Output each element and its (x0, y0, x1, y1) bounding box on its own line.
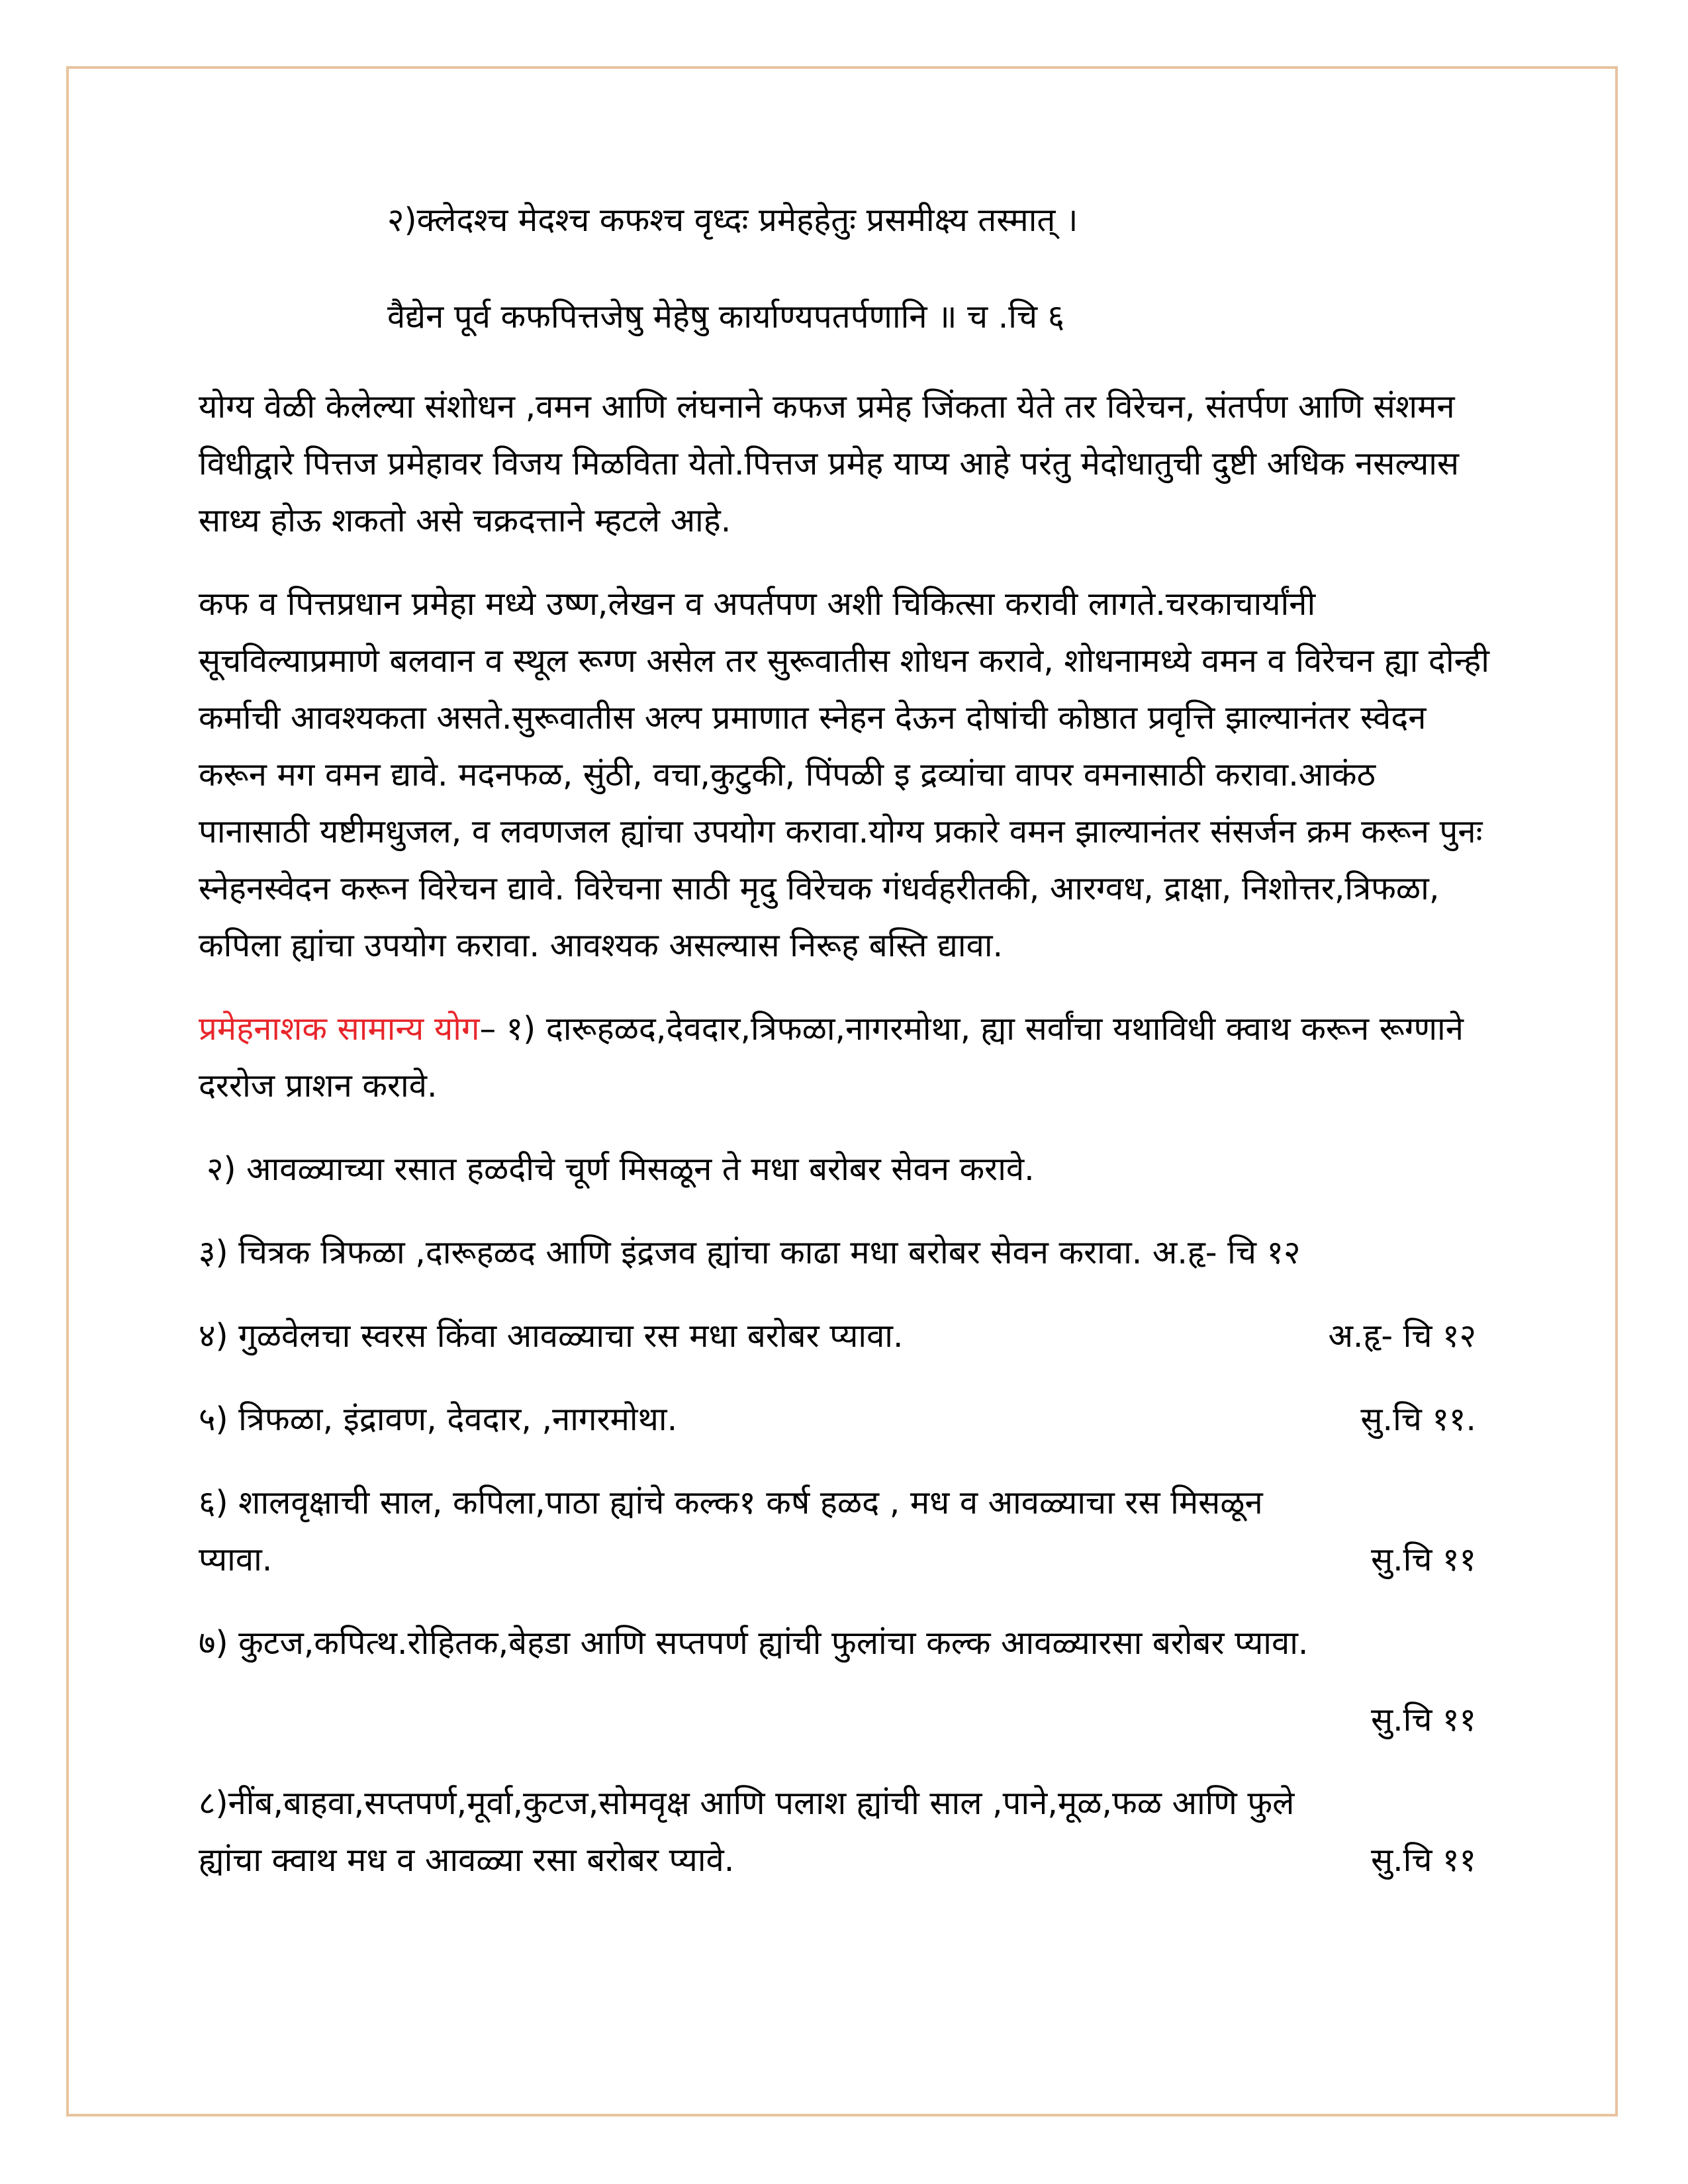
paragraph-1: योग्य वेळी केलेल्या संशोधन ,वमन आणि लंघनाने कफज प्रमेह जिंकता येते तर विरेचन, संतर्पण आणि संशमन विधीद्वारे पित्तज प्रमेहावर विजय मिळविता येतो.पित्तज प्रमेह याप्य आहे परंतु मेदोधातुची दुष्टी अधिक नसल्यास साध्य होऊ शकतो असे चक्रदत्ताने म्हटले आहे. (199, 388, 1460, 539)
yoga-heading: प्रमेहनाशक सामान्य योग (199, 1010, 480, 1048)
yoga-item-5-ref: सु.चि ११. (1360, 1400, 1476, 1438)
yoga-item-6-ref: सु.चि ११ (1370, 1541, 1476, 1578)
yoga-item-8-line-2: ह्यांचा क्वाथ मध व आवळ्या रसा बरोबर प्यावे. (199, 1841, 735, 1879)
yoga-item-8 (199, 1775, 1489, 1889)
yoga-heading-dash: – (479, 1010, 506, 1048)
yoga-item-2: २) आवळ्याच्या रसात हळदीचे चूर्ण मिसळून ते मधा बरोबर सेवन करावे. (207, 1150, 1035, 1188)
yoga-item-6 (199, 1475, 1489, 1588)
verse-line-1: २)क्लेदश्च मेदश्च कफश्च वृध्दः प्रमेहहेतुः प्रसमीक्ष्य तस्मात् । (387, 201, 1078, 239)
yoga-item-7-text: ७) कुटज,कपित्थ.रोहितक,बेहडा आणि सप्तपर्ण ह्यांची फुलांचा कल्क आवळ्यारसा बरोबर प्यावा. (199, 1624, 1309, 1662)
paragraph-2: कफ व पित्तप्रधान प्रमेहा मध्ये उष्ण,लेखन व अपर्तपण अशी चिकित्सा करावी लागते.चरकाचार्यांनी सूचविल्याप्रमाणे बलवान व स्थूल रूग्ण असेल तर सुरूवातीस शोधन करावे, शोधनामध्ये वमन व विरेचन ह्या दोन्ही कर्माची आवश्यकता असते.सुरूवातीस अल्प प्रमाणात स्नेहन देऊन दोषांची कोष्ठात प्रवृत्ति झाल्यानंतर स्वेदन करून मग वमन द्यावे. मदनफळ, सुंठी, वचा,कुटुकी, पिंपळी इ द्रव्यांचा वापर वमनासाठी करावा.आकंठ पानासाठी यष्टीमधुजल, व लवणजल ह्यांचा उपयोग करावा.योग्य प्रकारे वमन झाल्यानंतर संसर्जन क्रम करून पुनः स्नेहनस्वेदन करून विरेचन द्यावे. विरेचना साठी मृदु विरेचक गंधर्वहरीतकी, आरग्वध, द्राक्षा, निशोत्तर,त्रिफळा, कपिला ह्यांचा उपयोग करावा. आवश्यक असल्यास निरूह बस्ति द्यावा. (199, 585, 1490, 964)
yoga-item-3: ३) चित्रक त्रिफळा ,दारूहळद आणि इंद्रजव ह्यांचा काढा मधा बरोबर सेवन करावा. अ.हृ- चि १२ (199, 1234, 1301, 1271)
document-body (199, 192, 1489, 1889)
yoga-item-7-ref: सु.चि ११ (1370, 1701, 1476, 1739)
yoga-item-8-line-1: ८)नींब,बाहवा,सप्तपर्ण,मूर्वा,कुटज,सोमवृक्ष आणि पलाश ह्यांची साल ,पाने,मूळ,फळ आणि फुले (199, 1784, 1295, 1822)
yoga-item-8-ref: सु.चि ११ (1370, 1841, 1476, 1879)
yoga-item-1-text: १) दारूहळद,देवदार,त्रिफळा,नागरमोथा, ह्या सर्वांचा यथाविधी क्वाथ करून रूग्णाने दररोज प्राशन करावे. (199, 1010, 1464, 1105)
verse-line-2: वैद्येन पूर्व कफपित्तजेषु मेहेषु कार्याण्यपतर्पणानि ॥ च .चि ६ (387, 298, 1065, 336)
yoga-item-5-text: ५) त्रिफळा, इंद्रावण, देवदार, ,नागरमोथा. (199, 1400, 678, 1438)
yoga-item-5 (199, 1391, 1489, 1448)
yoga-item-4-text: ४) गुळवेलचा स्वरस किंवा आवळ्याचा रस मधा बरोबर प्यावा. (199, 1317, 904, 1355)
yoga-item-7 (199, 1615, 1489, 1749)
yoga-item-1 (199, 1001, 1489, 1115)
yoga-item-4-ref: अ.हृ- चि १२ (1328, 1317, 1476, 1355)
yoga-item-4 (199, 1308, 1489, 1365)
yoga-item-6-line-2: प्यावा. (199, 1541, 273, 1578)
yoga-item-6-line-1: ६) शालवृक्षाची साल, कपिला,पाठा ह्यांचे कल्क१ कर्ष हळद , मध व आवळ्याचा रस मिसळून (199, 1484, 1263, 1522)
